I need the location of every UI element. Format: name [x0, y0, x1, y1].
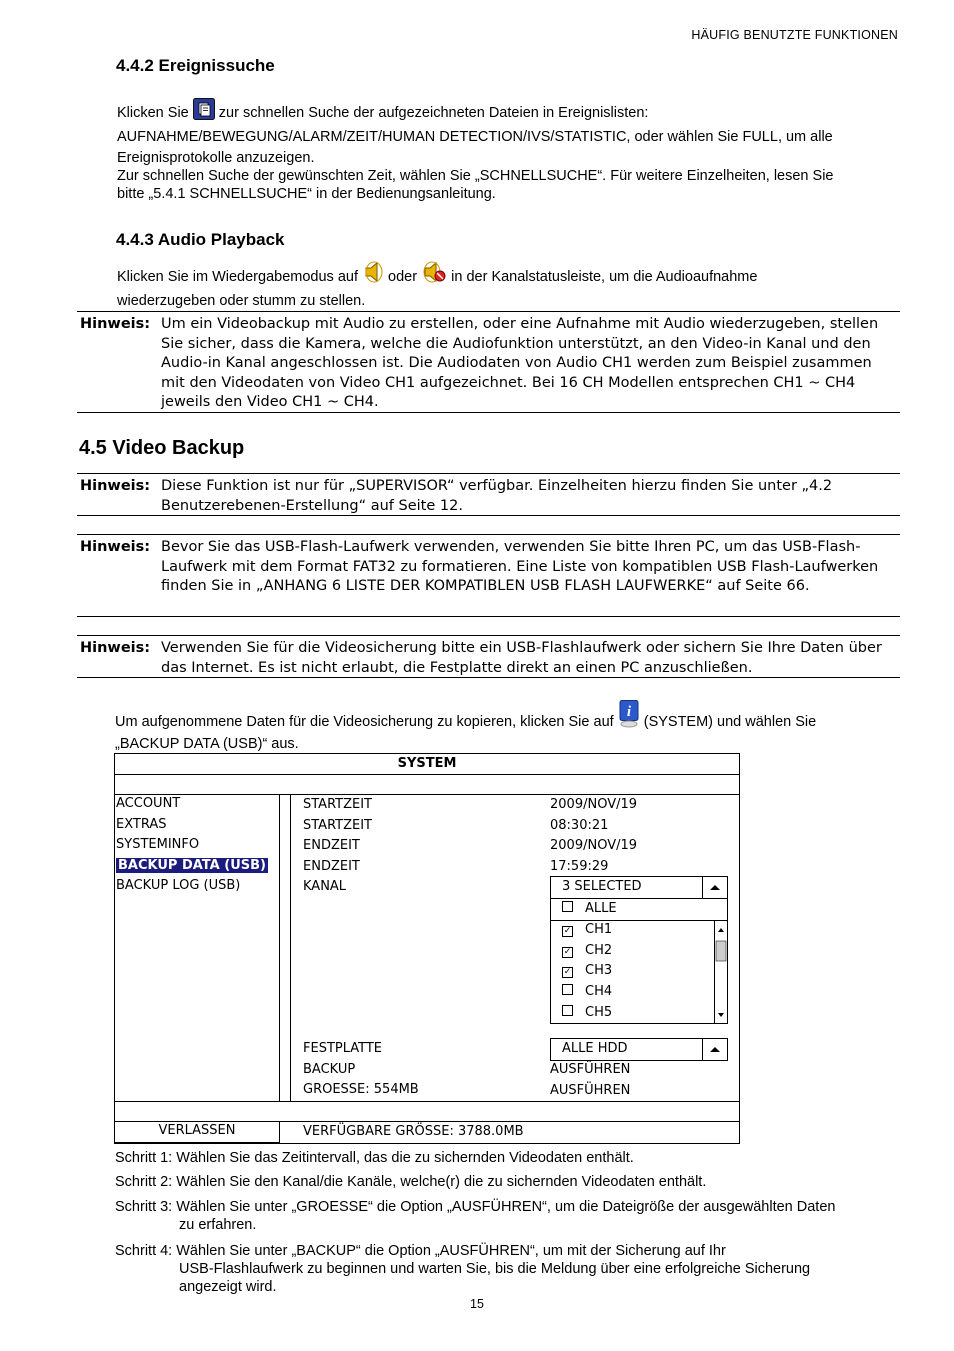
hdd-select-value: ALLE HDD: [562, 1041, 628, 1056]
step-item: [115, 1173, 915, 1191]
note-label: Hinweis:: [80, 316, 151, 332]
channel-option-label: CH3: [585, 963, 613, 979]
checkbox-checked-icon[interactable]: ✓: [563, 967, 572, 978]
available-size: VERFÜGBARE GRÖSSE: 3788.0MB: [303, 1124, 524, 1139]
note-usb-only: [77, 635, 900, 678]
checkbox-icon[interactable]: [562, 901, 573, 912]
text: „BACKUP DATA (USB)“ aus.: [115, 736, 299, 752]
dropdown-arrow-icon[interactable]: [702, 877, 727, 898]
system-dialog: [114, 753, 740, 1144]
step-text: USB-Flashlaufwerk zu beginnen und warten Sie, bis die Meldung über eine erfolgreiche Sicherung: [179, 1261, 811, 1277]
dropdown-arrow-icon[interactable]: [702, 1039, 727, 1060]
note-audio-backup: [77, 311, 900, 413]
channel-option[interactable]: [562, 982, 617, 1003]
section-45-intro: [115, 700, 915, 753]
checkbox-checked-icon[interactable]: ✓: [563, 946, 572, 957]
section-443-body: [117, 260, 907, 312]
step-text: angezeigt wird.: [179, 1279, 277, 1295]
channel-option-label: CH1: [585, 921, 613, 937]
speaker-mute-icon: [421, 260, 447, 291]
section-442-title: 4.4.2 Ereignissuche: [116, 56, 275, 75]
step-number: Schritt 4:: [115, 1243, 173, 1259]
step-text: Wählen Sie unter „GROESSE“ die Option „AUSFÜHREN“, um die Dateigröße der ausgewählten Daten: [176, 1199, 836, 1215]
menu-item-backup-log-usb[interactable]: BACKUP LOG (USB): [116, 878, 241, 893]
end-date-value[interactable]: 2009/NOV/19: [550, 838, 638, 853]
channel-option[interactable]: [562, 899, 617, 920]
text: Ereignisprotokolle anzuzeigen.: [117, 150, 315, 166]
checkbox-icon[interactable]: [562, 1005, 573, 1016]
channel-select[interactable]: [550, 876, 728, 899]
text: zur schnellen Suche der aufgezeichneten Dateien in Ereignislisten:: [218, 105, 649, 121]
text: in der Kanalstatusleiste, um die Audioaufnahme: [451, 269, 758, 285]
section-442-body-2: [117, 167, 907, 203]
step-number: Schritt 1:: [115, 1150, 173, 1166]
system-menu-list: [116, 794, 268, 897]
text: wiederzugeben oder stumm zu stellen.: [117, 293, 366, 309]
channel-option-label: CH4: [585, 984, 613, 1000]
size-label: GROESSE: 554MB: [303, 1082, 419, 1097]
step-text: zu erfahren.: [179, 1217, 257, 1233]
note-text: Diese Funktion ist nur für „SUPERVISOR“ verfügbar. Einzelheiten hierzu finden Sie unter „4.2 Benutzerebenen-Erstellung“ auf Seite 12.: [161, 478, 833, 514]
channel-label: KANAL: [303, 879, 347, 894]
channel-options: [562, 899, 617, 1024]
page-number: 15: [470, 1297, 484, 1311]
system-info-icon: [618, 700, 640, 735]
field-values: [550, 795, 637, 877]
step-item: [115, 1198, 915, 1234]
channel-option[interactable]: [562, 1003, 617, 1024]
section-442-body: [117, 98, 907, 169]
event-search-icon: [193, 98, 215, 127]
section-45-title: 4.5 Video Backup: [79, 437, 245, 459]
checkbox-icon[interactable]: [562, 984, 573, 995]
text: (SYSTEM) und wählen Sie: [643, 714, 817, 730]
text: oder: [388, 269, 418, 285]
step-text: Wählen Sie unter „BACKUP“ die Option „AUSFÜHREN“, um mit der Sicherung auf Ihr: [176, 1243, 726, 1259]
step-item: [115, 1242, 915, 1296]
step-item: [115, 1149, 915, 1167]
channel-option-label: ALLE: [585, 901, 617, 916]
size-execute-button[interactable]: AUSFÜHREN: [550, 1082, 631, 1098]
menu-item-backup-data-usb[interactable]: BACKUP DATA (USB): [118, 857, 266, 873]
note-label: Hinweis:: [80, 478, 151, 494]
text: AUFNAHME/BEWEGUNG/ALARM/ZEIT/HUMAN DETECTION/IVS/STATISTIC, oder wählen Sie FULL, um alle: [117, 129, 833, 145]
end-time-value[interactable]: 17:59:29: [550, 858, 609, 874]
channel-select-value: 3 SELECTED: [562, 879, 642, 894]
step-text: Wählen Sie das Zeitintervall, das die zu sichernden Videodaten enthält.: [176, 1150, 634, 1166]
running-header: HÄUFIG BENUTZTE FUNKTIONEN: [691, 28, 898, 42]
start-time-value[interactable]: 08:30:21: [550, 817, 609, 833]
channel-option[interactable]: [562, 941, 617, 962]
menu-item-extras[interactable]: EXTRAS: [116, 816, 167, 832]
hdd-select[interactable]: [550, 1038, 728, 1061]
backup-label: BACKUP: [303, 1061, 356, 1077]
lower-labels: [303, 1039, 419, 1101]
note-usb-format: [77, 534, 900, 617]
step-number: Schritt 3:: [115, 1199, 173, 1215]
note-supervisor: [77, 473, 900, 516]
note-text: Verwenden Sie für die Videosicherung bitte ein USB-Flashlaufwerk oder sichern Sie Ihre Daten über das Internet. Es ist nicht erlaubt, die Festplatte direkt an einen PC anzuschließen.: [161, 640, 882, 676]
step-text: Wählen Sie den Kanal/die Kanäle, welche(r) die zu sichernden Videodaten enthält.: [176, 1174, 707, 1190]
note-label: Hinweis:: [80, 539, 151, 555]
end-date-label: ENDZEIT: [303, 838, 360, 853]
start-time-label: STARTZEIT: [303, 817, 372, 833]
lower-values: [550, 1060, 630, 1101]
note-text: Um ein Videobackup mit Audio zu erstellen, oder eine Aufnahme mit Audio wiederzugeben, stellen Sie sicher, dass die Kamera, welche die Audiofunktion unterstützt, an den Video-in Kanal und den Audio-in Kanal angeschlossen ist. Die Audiodaten von Audio CH1 werden zum Beispiel zusammen mit den Videodaten von Video CH1 aufgezeichnet. Bei 16 CH Modellen entsprechen CH1 ~ CH4 jeweils den Video CH1 ~ CH4.: [161, 316, 879, 411]
hdd-label: FESTPLATTE: [303, 1041, 383, 1056]
channel-option-label: CH5: [585, 1004, 613, 1020]
channel-list: [550, 898, 728, 1024]
end-time-label: ENDZEIT: [303, 858, 360, 874]
field-labels: [303, 795, 372, 898]
start-date-label: STARTZEIT: [303, 797, 372, 812]
menu-item-account[interactable]: ACCOUNT: [116, 796, 181, 811]
text: Klicken Sie im Wiedergabemodus auf: [117, 269, 358, 285]
channel-option-label: CH2: [585, 942, 613, 958]
checkbox-checked-icon[interactable]: ✓: [563, 925, 572, 936]
text: Klicken Sie: [117, 105, 189, 121]
channel-option[interactable]: [562, 920, 617, 941]
svg-text:i: i: [626, 704, 631, 720]
text: Zur schnellen Suche der gewünschten Zeit, wählen Sie „SCHNELLSUCHE“. Für weitere Einzelheiten, lesen Sie: [117, 168, 834, 184]
text: bitte „5.4.1 SCHNELLSUCHE“ in der Bedienungsanleitung.: [117, 186, 496, 202]
text: Um aufgenommene Daten für die Videosicherung zu kopieren, klicken Sie auf: [115, 714, 614, 730]
dialog-title: SYSTEM: [114, 753, 740, 775]
step-number: Schritt 2:: [115, 1174, 173, 1190]
start-date-value[interactable]: 2009/NOV/19: [550, 797, 638, 812]
speaker-icon: [362, 260, 384, 291]
section-443-title: 4.4.3 Audio Playback: [116, 230, 285, 249]
backup-execute-button[interactable]: AUSFÜHREN: [550, 1062, 631, 1077]
dialog-spacer: [114, 774, 740, 795]
channel-option[interactable]: [562, 961, 617, 982]
note-text: Bevor Sie das USB-Flash-Laufwerk verwenden, verwenden Sie bitte Ihren PC, um das USB-Flash-Laufwerk mit dem Format FAT32 zu formatieren. Eine Liste von kompatiblen USB Flash-Laufwerken finden Sie in „ANHANG 6 LISTE DER KOMPATIBLEN USB FLASH LAUFWERKE“ auf Seite 66.: [161, 539, 879, 595]
menu-item-systeminfo[interactable]: SYSTEMINFO: [116, 837, 200, 852]
channel-scrollbar[interactable]: [714, 921, 727, 1023]
exit-button[interactable]: VERLASSEN: [114, 1121, 280, 1143]
dialog-spacer-bottom: [114, 1101, 740, 1122]
note-label: Hinweis:: [80, 640, 151, 656]
